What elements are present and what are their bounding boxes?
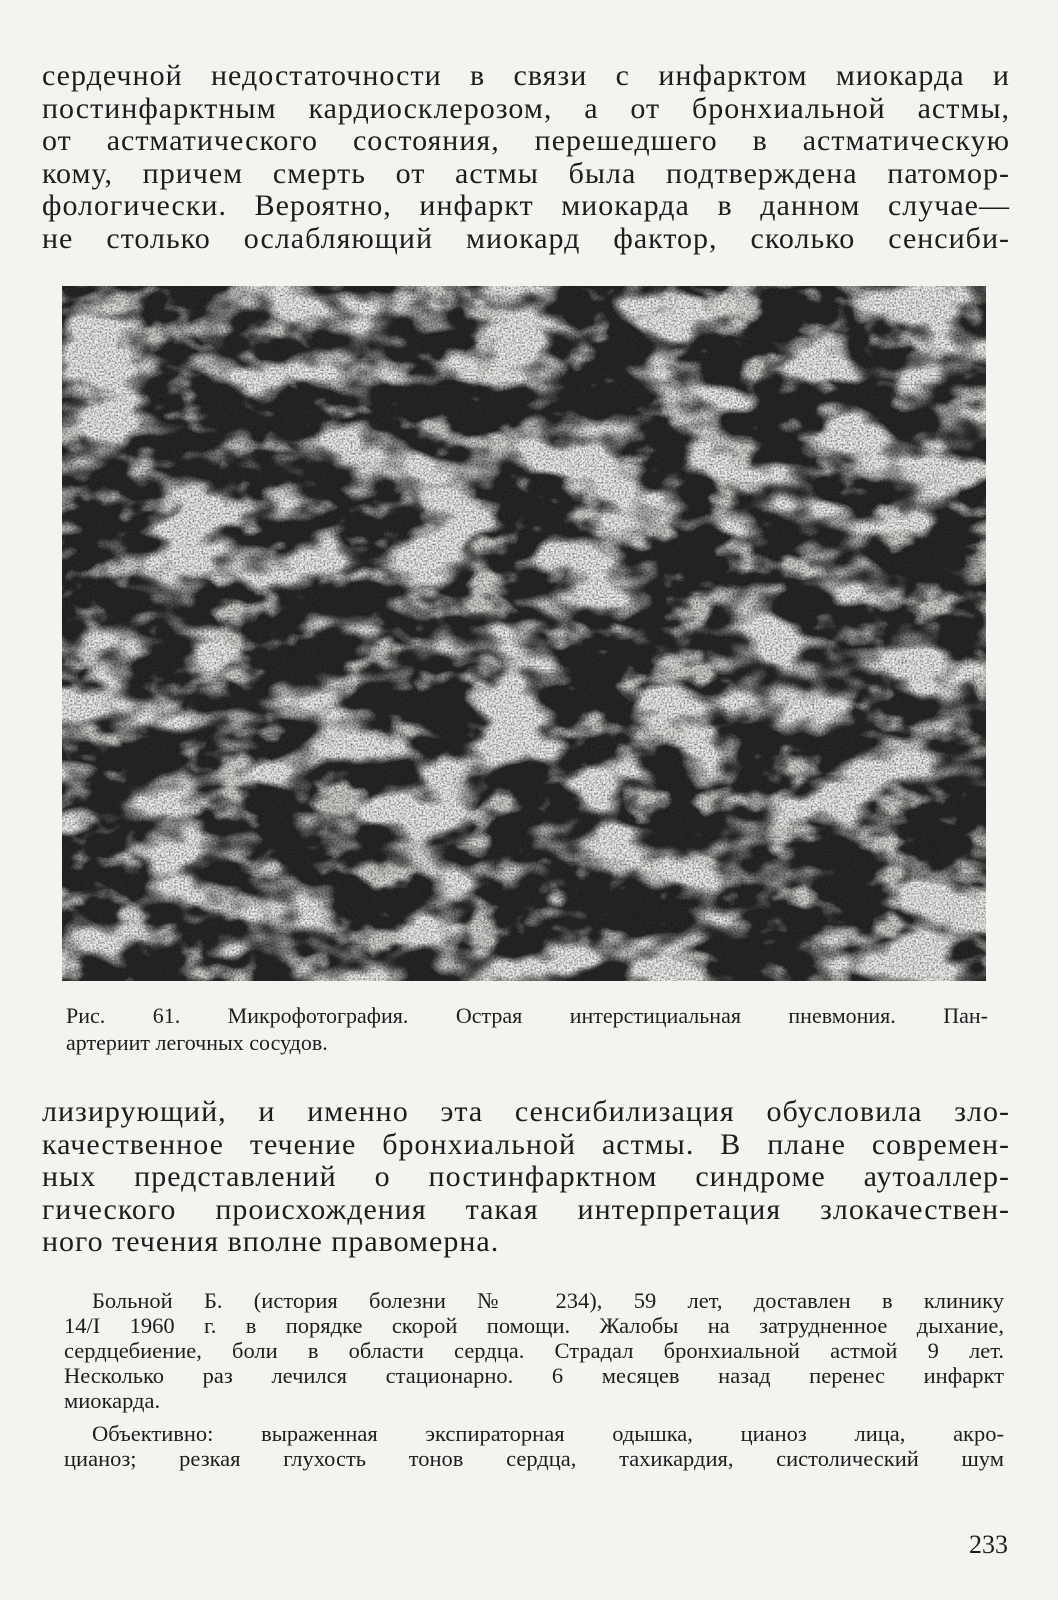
- text-line: 14/I 1960 г. в порядке скорой помощи. Жалобы на затрудненное дыхание,: [64, 1313, 1004, 1338]
- text-line: сердечной недостаточности в связи с инфарктом миокарда и: [42, 59, 1010, 92]
- text-line: миокарда.: [64, 1388, 161, 1413]
- text-line: лизирующий, и именно эта сенсибилизация обусловила зло-: [42, 1095, 1010, 1128]
- page-number: 233: [969, 1530, 1008, 1559]
- text-line: ного течения вполне правомерна.: [42, 1225, 500, 1258]
- middle-paragraph: [42, 1096, 1010, 1259]
- text-line: не столько ослабляющий миокард фактор, сколько сенсиби-: [42, 221, 1010, 255]
- text-line: Несколько раз лечился стационарно. 6 месяцев назад перенес инфаркт: [64, 1363, 1004, 1388]
- figure-caption: [66, 1002, 988, 1056]
- case-paragraph: [64, 1288, 1004, 1413]
- text-line: гического происхождения такая интерпретация злокачествен-: [42, 1192, 1010, 1226]
- text-line: качественное течение бронхиальной астмы. В плане современ-: [42, 1127, 1010, 1161]
- caption-line: Рис. 61. Микрофотография. Острая интерстициальная пневмония. Пан-: [66, 1003, 988, 1028]
- objective-paragraph: [64, 1421, 1004, 1471]
- text-line: фологически. Вероятно, инфаркт миокарда в данном случае—: [42, 189, 1010, 222]
- text-line: кому, причем смерть от астмы была подтверждена патомор-: [42, 156, 1010, 190]
- text-line: ных представлений о постинфарктном синдроме аутоаллер-: [42, 1160, 1010, 1193]
- micrograph-image: [62, 286, 986, 981]
- text-line: цианоз; резкая глухость тонов сердца, тахикардия, систолический шум: [64, 1446, 1004, 1471]
- top-paragraph: [42, 60, 1010, 255]
- text-line: Объективно: выраженная экспираторная одышка, цианоз лица, акро-: [92, 1421, 1004, 1446]
- text-line: постинфарктным кардиосклерозом, а от бронхиальной астмы,: [42, 91, 1010, 125]
- caption-line: артериит легочных сосудов.: [66, 1030, 328, 1055]
- micrograph-figure: [62, 286, 986, 981]
- text-line: сердцебиение, боли в области сердца. Страдал бронхиальной астмой 9 лет.: [64, 1338, 1004, 1363]
- text-line: Больной Б. (история болезни № 234), 59 лет, доставлен в клинику: [92, 1288, 1004, 1313]
- text-line: от астматического состояния, перешедшего в астматическую: [42, 124, 1010, 157]
